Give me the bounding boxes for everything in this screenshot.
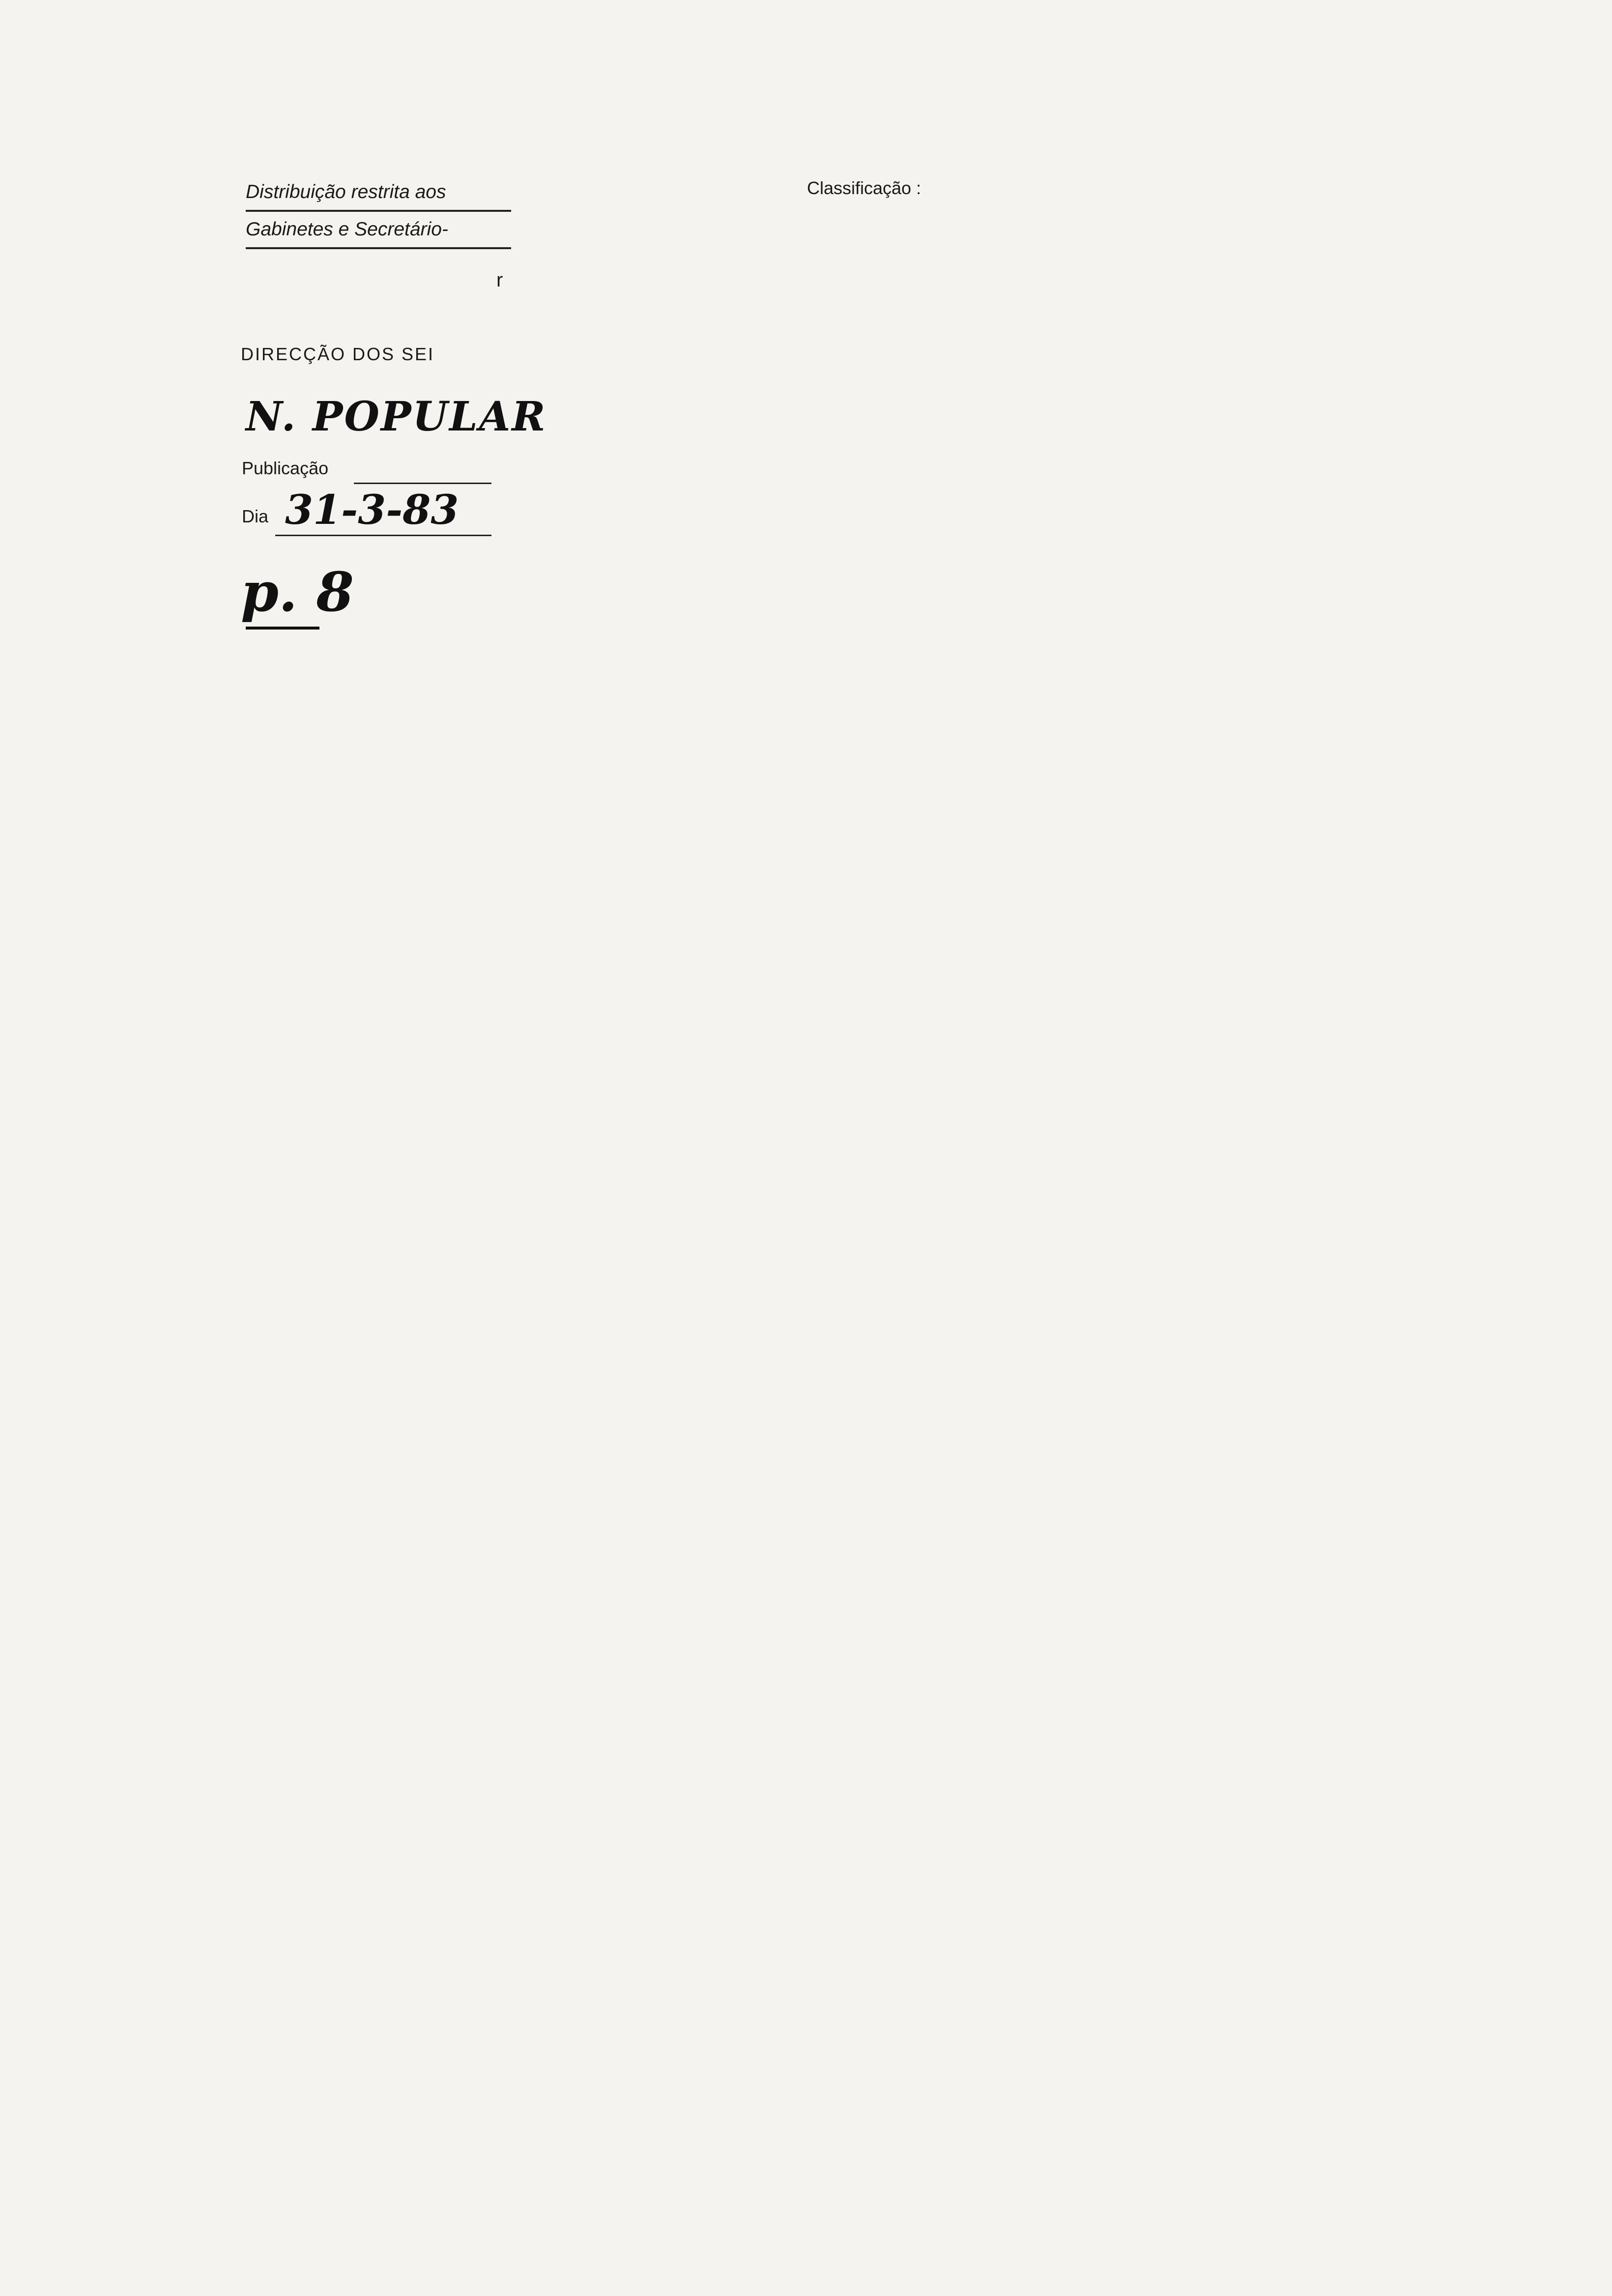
direction-label: DIRECÇÃO DOS SEI <box>241 344 435 364</box>
publication-label: Publicação <box>242 458 329 478</box>
page-handwritten: p. 8 <box>241 560 354 624</box>
distribution-notice <box>246 174 511 249</box>
distribution-line-1: Distribuição restrita aos <box>246 174 511 212</box>
distribution-line-2: Gabinetes e Secretário- <box>246 212 511 249</box>
page-underline <box>246 627 319 630</box>
date-underline <box>275 535 491 536</box>
newspaper-clipping <box>1504 0 1612 231</box>
stray-mark: r <box>496 269 503 291</box>
publication-handwritten: N. POPULAR <box>246 393 547 440</box>
classification-label: Classificação : <box>807 178 921 198</box>
day-label: Dia <box>242 506 269 526</box>
date-handwritten: 31-3-83 <box>285 487 459 534</box>
publication-underline <box>354 483 491 484</box>
